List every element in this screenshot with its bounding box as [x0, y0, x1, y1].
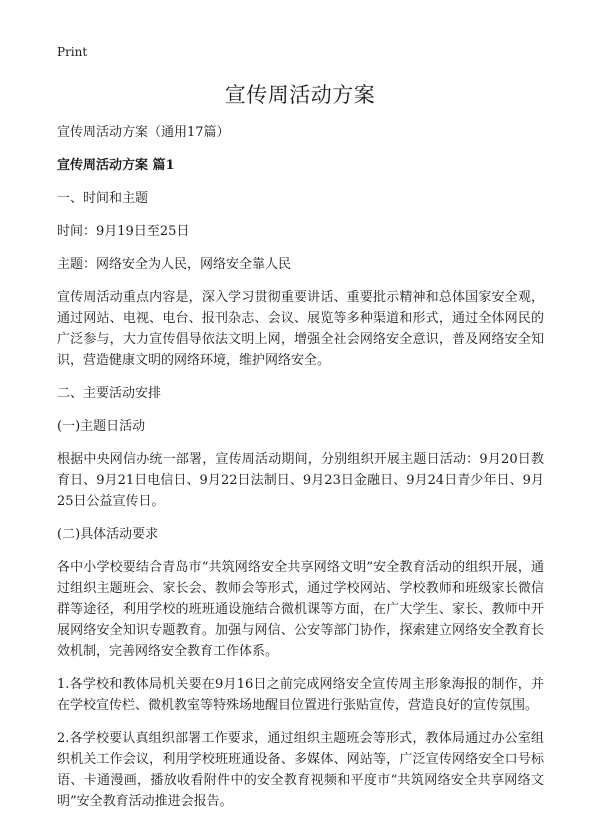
theme-line: 主题：网络安全为人民，网络安全靠人民 [57, 257, 292, 272]
section-heading: 宣传周活动方案 篇1 [57, 158, 175, 173]
requirement-item-2: 2.各学校要认真组织部署工作要求，通过组织主题班会等形式，教体局通过办公室组织机关工作会议，利用学校班班通设备、多媒体、网站等，广泛宣传网络安全口号标语、卡通漫画，播放收看附件中的安全教育视频和平度市“共筑网络安全共享网络文明”安全教育活动推进会报告。 [57, 731, 544, 809]
document-subtitle: 宣传周活动方案（通用17篇） [57, 125, 230, 140]
requirement-item-1: 1.各学校和教体局机关要在9月16日之前完成网络安全宣传周主形象海报的制作，并在学校宣传栏、微机教室等特殊场地醒目位置进行张贴宣传，营造良好的宣传氛围。 [57, 677, 544, 713]
print-link[interactable]: Print [57, 45, 88, 59]
theme-day-paragraph: 根据中央网信办统一部署，宣传周活动期间，分别组织开展主题日活动：9月20日教育日、9月21日电信日、9月22日法制日、9月23日金融日、9月24日青少年日、9月25日公益宣传日。 [57, 452, 544, 509]
requirements-paragraph: 各中小学校要结合青岛市“共筑网络安全共享网络文明”安全教育活动的组织开展，通过组织主题班会、家长会、教师会等形式，通过学校网站、学校教师和班级家长微信群等途径，利用学校的班班通设施结合微机课等方面，在广大学生、家长、教师中开展网络安全知识专题教育。加强与网信、公安等部门协作，探索建立网络安全教育长效机制，完善网络安全教育工作体系。 [57, 560, 544, 659]
document-title: 宣传周活动方案 [224, 83, 376, 107]
heading-requirements: (二)具体活动要求 [57, 527, 159, 542]
heading-time-theme: 一、时间和主题 [57, 191, 149, 206]
focus-paragraph: 宣传周活动重点内容是，深入学习贯彻重要讲话、重要批示精神和总体国家安全观，通过网站、电视、电台、报刊杂志、会议、展览等多种渠道和形式，通过全体网民的广泛参与，大力宣传倡导依法文明上网，增强全社会网络安全意识，普及网络安全知识，营造健康文明的网络环境，维护网络安全。 [57, 290, 544, 368]
heading-main-activities: 二、主要活动安排 [57, 386, 162, 401]
heading-theme-day: (一)主题日活动 [57, 419, 146, 434]
document-body [57, 122, 544, 824]
time-line: 时间：9月19日至25日 [57, 224, 190, 239]
